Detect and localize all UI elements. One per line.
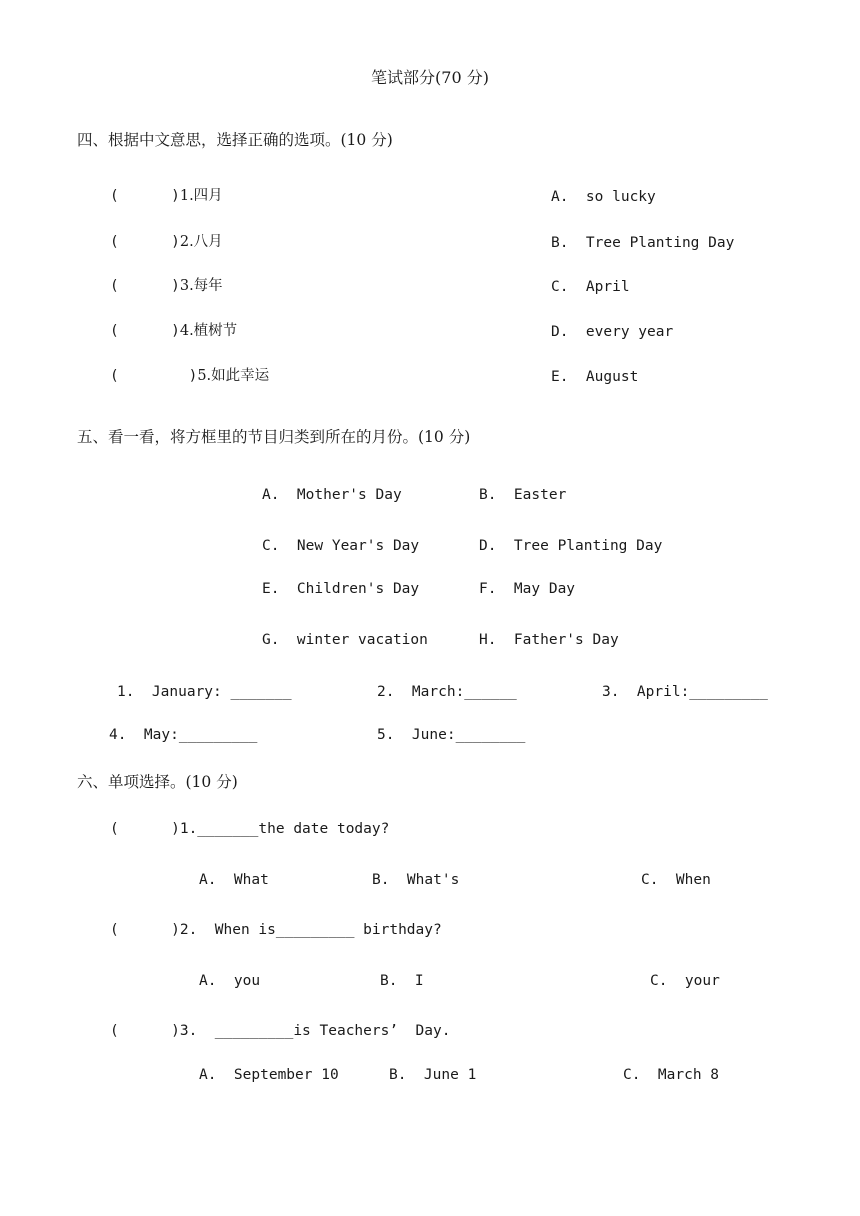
s4-item-4: [110, 324, 237, 339]
q2-option-a[interactable]: A. you: [199, 973, 261, 989]
item-text: 1.四月: [179, 188, 223, 204]
blank-may[interactable]: 4. May:_________: [109, 727, 258, 743]
item-text: 3.每年: [179, 278, 223, 294]
answer-paren[interactable]: ( ): [110, 323, 180, 339]
q2-option-b[interactable]: B. I: [380, 973, 424, 989]
blank-january[interactable]: 1. January: _______: [117, 684, 292, 700]
s4-option-c: C. April: [551, 279, 630, 295]
q3-option-c[interactable]: C. March 8: [623, 1067, 720, 1083]
s5-option-h: H. Father's Day: [479, 632, 619, 648]
q3-option-b[interactable]: B. June 1: [389, 1067, 477, 1083]
s4-item-3: [110, 279, 223, 294]
answer-paren[interactable]: ( ): [110, 188, 180, 204]
section6-heading: 六、单项选择。(10 分): [77, 773, 238, 791]
s4-item-5: [110, 369, 269, 384]
item-text: 5.如此幸运: [197, 368, 270, 384]
s5-option-e: E. Children's Day: [262, 581, 420, 597]
blank-june[interactable]: 5. June:________: [377, 727, 526, 743]
s5-option-c: C. New Year's Day: [262, 538, 420, 554]
s5-option-d: D. Tree Planting Day: [479, 538, 663, 554]
q3-option-a[interactable]: A. September 10: [199, 1067, 339, 1083]
s4-item-1: [110, 189, 223, 204]
blank-march[interactable]: 2. March:______: [377, 684, 517, 700]
s4-option-d: D. every year: [551, 324, 674, 340]
q1-option-c[interactable]: C. When: [641, 872, 711, 888]
q2-stem[interactable]: ( )2. When is_________ birthday?: [110, 922, 442, 938]
q1-option-b[interactable]: B. What's: [372, 872, 460, 888]
answer-paren[interactable]: ( ): [110, 234, 180, 250]
section4-heading: 四、根据中文意思，选择正确的选项。(10 分): [77, 131, 393, 149]
section5-heading: 五、看一看，将方框里的节目归类到所在的月份。(10 分): [77, 428, 471, 446]
answer-paren[interactable]: ( ): [110, 278, 180, 294]
s4-option-e: E. August: [551, 369, 639, 385]
q3-stem[interactable]: ( )3. _________is Teachers’ Day.: [110, 1023, 451, 1039]
s4-option-b: B. Tree Planting Day: [551, 235, 735, 251]
q1-stem[interactable]: ( )1._______the date today?: [110, 821, 390, 837]
q2-option-c[interactable]: C. your: [650, 973, 720, 989]
page-title: 笔试部分(70 分): [371, 68, 489, 87]
s4-option-a: A. so lucky: [551, 189, 656, 205]
s4-item-2: [110, 235, 223, 250]
s5-option-g: G. winter vacation: [262, 632, 428, 648]
item-text: 4.植树节: [179, 323, 238, 339]
s5-option-f: F. May Day: [479, 581, 576, 597]
s5-option-b: B. Easter: [479, 487, 567, 503]
blank-april[interactable]: 3. April:_________: [602, 684, 768, 700]
item-text: 2.八月: [179, 234, 223, 250]
answer-paren[interactable]: ( ): [110, 368, 198, 384]
q1-option-a[interactable]: A. What: [199, 872, 269, 888]
s5-option-a: A. Mother's Day: [262, 487, 402, 503]
